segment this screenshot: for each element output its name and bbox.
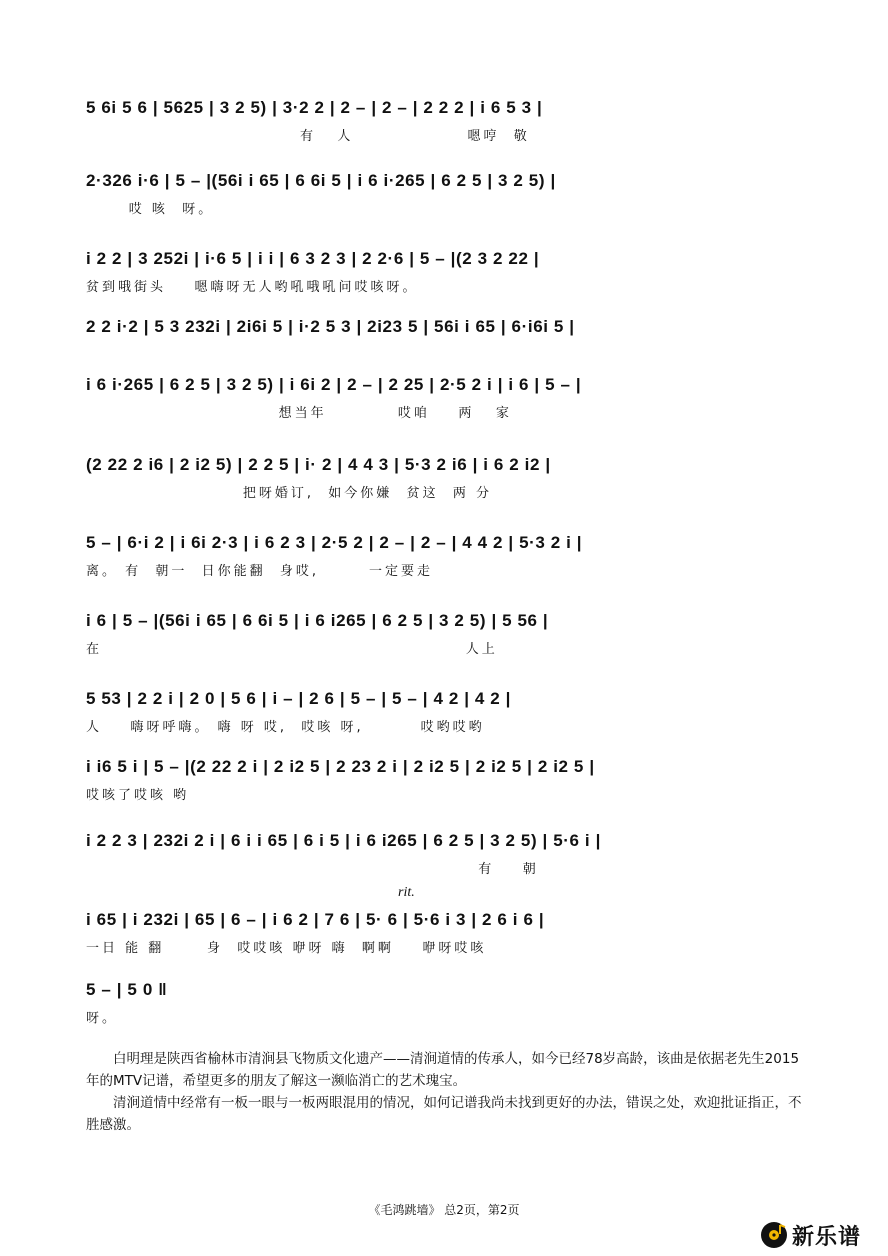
numbered-notation: i i6 5 i | 5 – |(2 22 2 i | 2 i2 5 | 2 23 2 i | 2 i2 5 | 2 i2 5 | 2 i2 5 |	[86, 757, 595, 776]
numbered-notation: i 65 | i 232i | 65 | 6 – | i 6 2 | 7 6 | 5· 6 | 5·6 i 3 | 2 6 i 6 |	[86, 910, 545, 929]
lyrics-line: 哎 咳 呀。	[86, 202, 215, 217]
numbered-notation: 5 – | 5 0 ‖	[86, 980, 168, 999]
tempo-marking: rit.	[398, 885, 415, 900]
lyrics-line: 一日 能 翻 身 哎哎咳 咿呀 嗨 啊啊 咿呀哎咳	[86, 941, 487, 956]
numbered-notation: 5 – | 6·i 2 | i 6i 2·3 | i 6 2 3 | 2·5 2 | 2 – | 2 – | 4 4 2 | 5·3 2 i |	[86, 533, 583, 552]
numbered-notation: i 6 | 5 – |(56i i 65 | 6 6i 5 | i 6 i265 | 6 2 5 | 3 2 5) | 5 56 |	[86, 611, 549, 630]
lyrics-line: 人 嗨呀呼嗨。 嗨 呀 哎, 哎咳 呀, 哎哟哎哟	[86, 720, 485, 735]
numbered-notation: 2·326 i·6 | 5 – |(56i i 65 | 6 6i 5 | i 6 i·265 | 6 2 5 | 3 2 5) |	[86, 171, 556, 190]
lyrics-line: 在 人上	[86, 642, 498, 657]
logo-text: 新乐谱	[792, 1224, 862, 1250]
numbered-notation: i 2 2 | 3 252i | i·6 5 | i i | 6 3 2 3 | 2 2·6 | 5 – |(2 3 2 22 |	[86, 249, 540, 268]
numbered-notation: i 2 2 3 | 232i 2 i | 6 i i 65 | 6 i 5 | i 6 i265 | 6 2 5 | 3 2 5) | 5·6 i |	[86, 831, 601, 850]
lyrics-line: 想当年 哎咱 两 家	[86, 406, 512, 421]
lyrics-line	[86, 346, 808, 366]
lyrics-line: 呀。	[86, 1011, 119, 1026]
note-paragraph-1: 白明理是陕西省榆林市清涧县飞物质文化遗产——清涧道情的传承人，如今已经78岁高龄，该曲是依据老先生2015年的MTV记谱，希望更多的朋友了解这一濒临消亡的艺术瑰宝。	[86, 1051, 800, 1089]
site-logo[interactable]	[760, 1218, 882, 1252]
page-footer: 《毛鸿跳墙》 总2页，第2页	[368, 1203, 520, 1217]
lyrics-line: 把呀婚订, 如今你嫌 贫这 两 分	[86, 486, 492, 501]
numbered-notation: 2 2 i·2 | 5 3 232i | 2i6i 5 | i·2 5 3 | 2i23 5 | 56i i 65 | 6·i6i 5 |	[86, 317, 575, 336]
numbered-notation: (2 22 2 i6 | 2 i2 5) | 2 2 5 | i· 2 | 4 4 3 | 5·3 2 i6 | i 6 2 i2 |	[86, 455, 551, 474]
lyrics-line: 离。 有 朝一 日你能翻 身哎, 一定要走	[86, 564, 433, 579]
lyrics-line: 有 人 嗯哼 敬	[86, 129, 530, 144]
note-paragraph-2: 清涧道情中经常有一板一眼与一板两眼混用的情况，如何记谱我尚未找到更好的办法，错误之处，欢迎批证指正，不胜感激。	[86, 1095, 802, 1133]
numbered-notation: i 6 i·265 | 6 2 5 | 3 2 5) | i 6i 2 | 2 – | 2 25 | 2·5 2 i | i 6 | 5 – |	[86, 375, 582, 394]
lyrics-line: 有 朝	[86, 862, 539, 877]
music-note-icon	[760, 1221, 788, 1249]
numbered-notation: 5 6i 5 6 | 5625 | 3 2 5) | 3·2 2 | 2 – | 2 – | 2 2 2 | i 6 5 3 |	[86, 98, 543, 117]
lyrics-line: 贫到哦街头 嗯嗨呀无人哟吼哦吼问哎咳呀。	[86, 280, 419, 295]
lyrics-line: 哎咳了哎咳 哟	[86, 788, 190, 803]
numbered-notation: 5 53 | 2 2 i | 2 0 | 5 6 | i – | 2 6 | 5 – | 5 – | 4 2 | 4 2 |	[86, 689, 511, 708]
